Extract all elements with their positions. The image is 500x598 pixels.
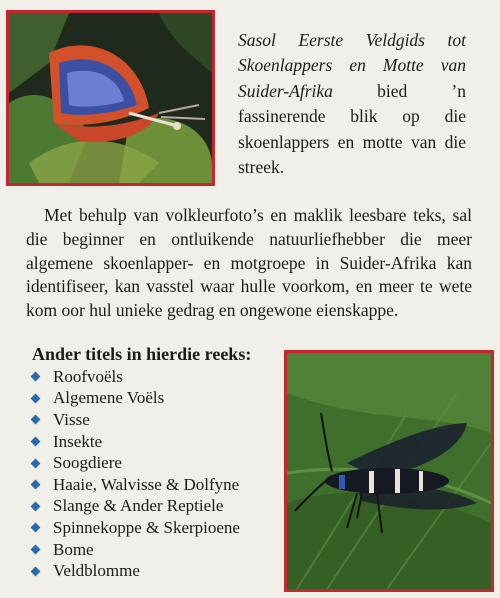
blue-diamond-icon (31, 501, 41, 511)
list-item (28, 539, 240, 561)
butterfly-photo (6, 10, 215, 186)
moth-illustration (287, 353, 491, 589)
list-item (28, 560, 240, 582)
list-item (28, 474, 240, 496)
list-item-label: Algemene Voëls (53, 388, 165, 408)
list-item-label: Visse (53, 409, 90, 429)
blue-diamond-icon (31, 523, 41, 533)
list-item (28, 517, 240, 539)
list-item (28, 452, 240, 474)
moth-photo (284, 350, 494, 592)
list-item-label: Insekte (53, 431, 103, 451)
list-item-label: Haaie, Walvisse & Dolfyne (53, 474, 240, 494)
list-item-label: Bome (53, 539, 94, 559)
list-item-label: Veldblomme (53, 561, 140, 581)
blue-diamond-icon (31, 545, 41, 555)
blue-diamond-icon (31, 415, 41, 425)
other-titles-list (28, 366, 240, 582)
list-item (28, 366, 240, 388)
blue-diamond-icon (31, 480, 41, 490)
blue-diamond-icon (31, 458, 41, 468)
list-item-label: Roofvoëls (53, 366, 123, 386)
description-paragraph (26, 204, 472, 323)
blue-diamond-icon (31, 372, 41, 382)
list-item (28, 431, 240, 453)
list-item (28, 409, 240, 431)
intro-text: bied ’n fassinerende blik op die skoenlappers en motte van die streek. (238, 80, 466, 178)
list-item (28, 496, 240, 518)
list-item-label: Spinnekoppe & Skerpioene (53, 517, 240, 537)
other-titles-heading: Ander titels in hierdie reeks: (32, 344, 252, 364)
description-text: Met behulp van volkleurfoto’s en maklik leesbare teks, sal die beginner en ontluikende natuurliefhebber die meer algemene skoenlapper- en motgroepe in Suider-Afrika kan identifiseer, kan vasstel waar hulle voorkom, en meer te wete kom oor hul unieke gedrag en ongewone eienskappe. (26, 205, 472, 321)
book-title: Sasol Eerste Veldgids tot Skoenlappers en Motte van Suider-Afrika (238, 30, 466, 101)
blue-diamond-icon (31, 393, 41, 403)
butterfly-illustration (9, 13, 212, 183)
blue-diamond-icon (31, 566, 41, 576)
blue-diamond-icon (31, 437, 41, 447)
list-item-label: Soogdiere (53, 453, 122, 473)
list-item-label: Slange & Ander Reptiele (53, 496, 224, 516)
intro-paragraph (238, 28, 466, 180)
list-item (28, 388, 240, 410)
